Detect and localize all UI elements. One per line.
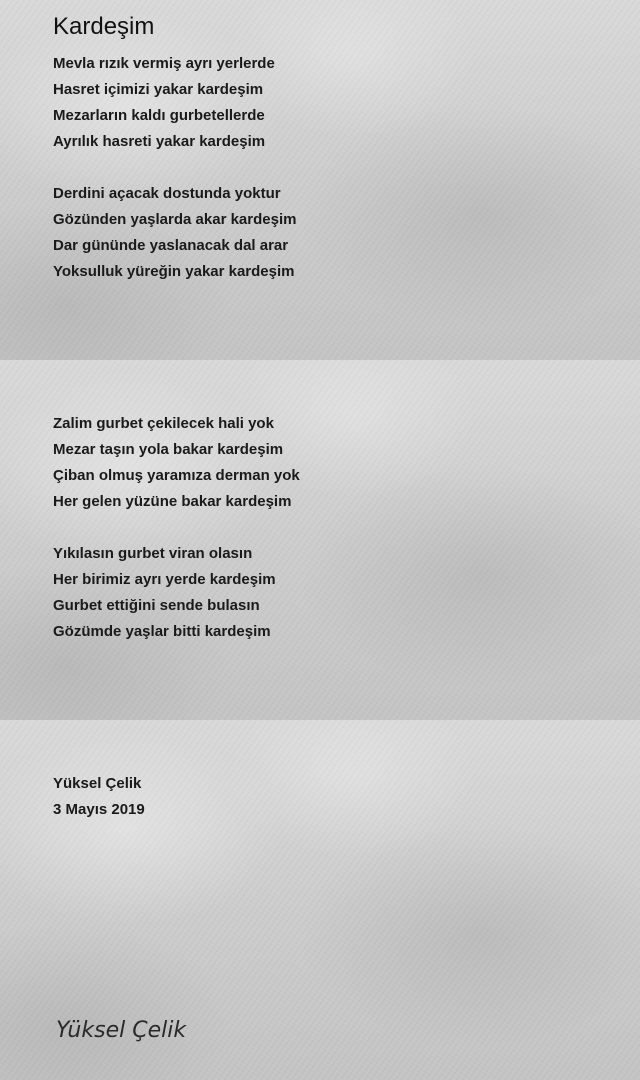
poem-line: Mezar taşın yola bakar kardeşim: [53, 441, 284, 458]
poem-line: Zalim gurbet çekilecek hali yok: [53, 415, 274, 432]
author-signature: Yüksel Çelik: [56, 1018, 187, 1043]
poem-line: Dar gününde yaslanacak dal arar: [53, 237, 289, 254]
poem-line: Mezarların kaldı gurbetellerde: [53, 107, 265, 124]
poem-line: Derdini açacak dostunda yoktur: [53, 185, 281, 202]
poem-line: Yoksulluk yüreğin yakar kardeşim: [53, 263, 295, 280]
poem-panel-3: [0, 720, 640, 1080]
poem-line: Gözünden yaşlarda akar kardeşim: [53, 211, 297, 228]
poem-credit: [53, 771, 145, 823]
poem-line: Çiban olmuş yaramıza derman yok: [53, 467, 300, 484]
author-name: Yüksel Çelik: [53, 775, 142, 792]
stanza-1: [53, 51, 275, 155]
stanza-2: [53, 181, 296, 285]
poem-line: Her gelen yüzüne bakar kardeşim: [53, 493, 292, 510]
poem-line: Her birimiz ayrı yerde kardeşim: [53, 571, 276, 588]
poem-panel-1: [0, 0, 640, 360]
poem-line: Gurbet ettiğini sende bulasın: [53, 597, 260, 614]
stanza-4: [53, 541, 276, 645]
poem-line: Gözümde yaşlar bitti kardeşim: [53, 623, 271, 640]
poem-line: Mevla rızık vermiş ayrı yerlerde: [53, 55, 275, 72]
poem-line: Yıkılasın gurbet viran olasın: [53, 545, 253, 562]
poem-line: Ayrılık hasreti yakar kardeşim: [53, 133, 266, 150]
poem-date: 3 Mayıs 2019: [53, 801, 145, 818]
poem-line: Hasret içimizi yakar kardeşim: [53, 81, 264, 98]
poem-panel-2: [0, 360, 640, 720]
poem-title: Kardeşim: [53, 13, 155, 40]
stanza-3: [53, 411, 300, 515]
